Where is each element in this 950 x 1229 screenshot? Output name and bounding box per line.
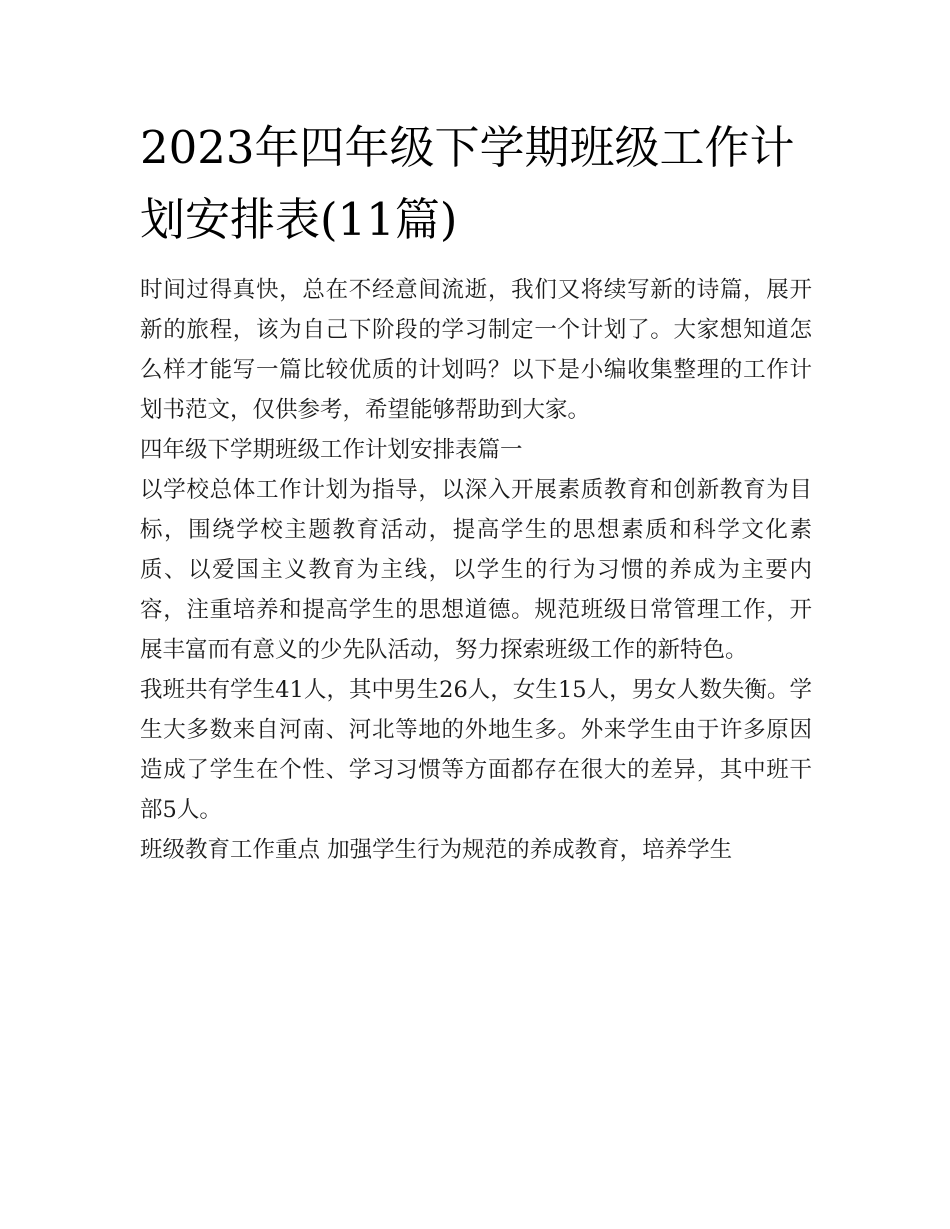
paragraph-guidance: 以学校总体工作计划为指导，以深入开展素质教育和创新教育为目标，围绕学校主题教育活动，提高学生的思想素质和科学文化素质、以爱国主义教育为主线，以学生的行为习惯的养成为主要内容，注重培养和提高学生的思想道德。规范班级日常管理工作，开展丰富而有意义的少先队活动，努力探索班级工作的新特色。 [140, 477, 812, 663]
document-title: 2023年四年级下学期班级工作计划安排表(11篇) [140, 121, 795, 246]
section-heading: 四年级下学期班级工作计划安排表篇一 [140, 437, 523, 463]
paragraph-class-situation: 我班共有学生41人，其中男生26人，女生15人，男女人数失衡。学生大多数来自河南、河北等地的外地生多。外来学生由于许多原因造成了学生在个性、学习习惯等方面都存在很大的差异，其中班干部5人。 [140, 677, 812, 823]
paragraph-focus: 班级教育工作重点 加强学生行为规范的养成教育，培养学生 [140, 837, 733, 863]
paragraph-intro: 时间过得真快，总在不经意间流逝，我们又将续写新的诗篇，展开新的旅程，该为自己下阶段的学习制定一个计划了。大家想知道怎么样才能写一篇比较优质的计划吗？以下是小编收集整理的工作计划书范文，仅供参考，希望能够帮助到大家。 [140, 277, 812, 423]
document-body [140, 112, 812, 870]
